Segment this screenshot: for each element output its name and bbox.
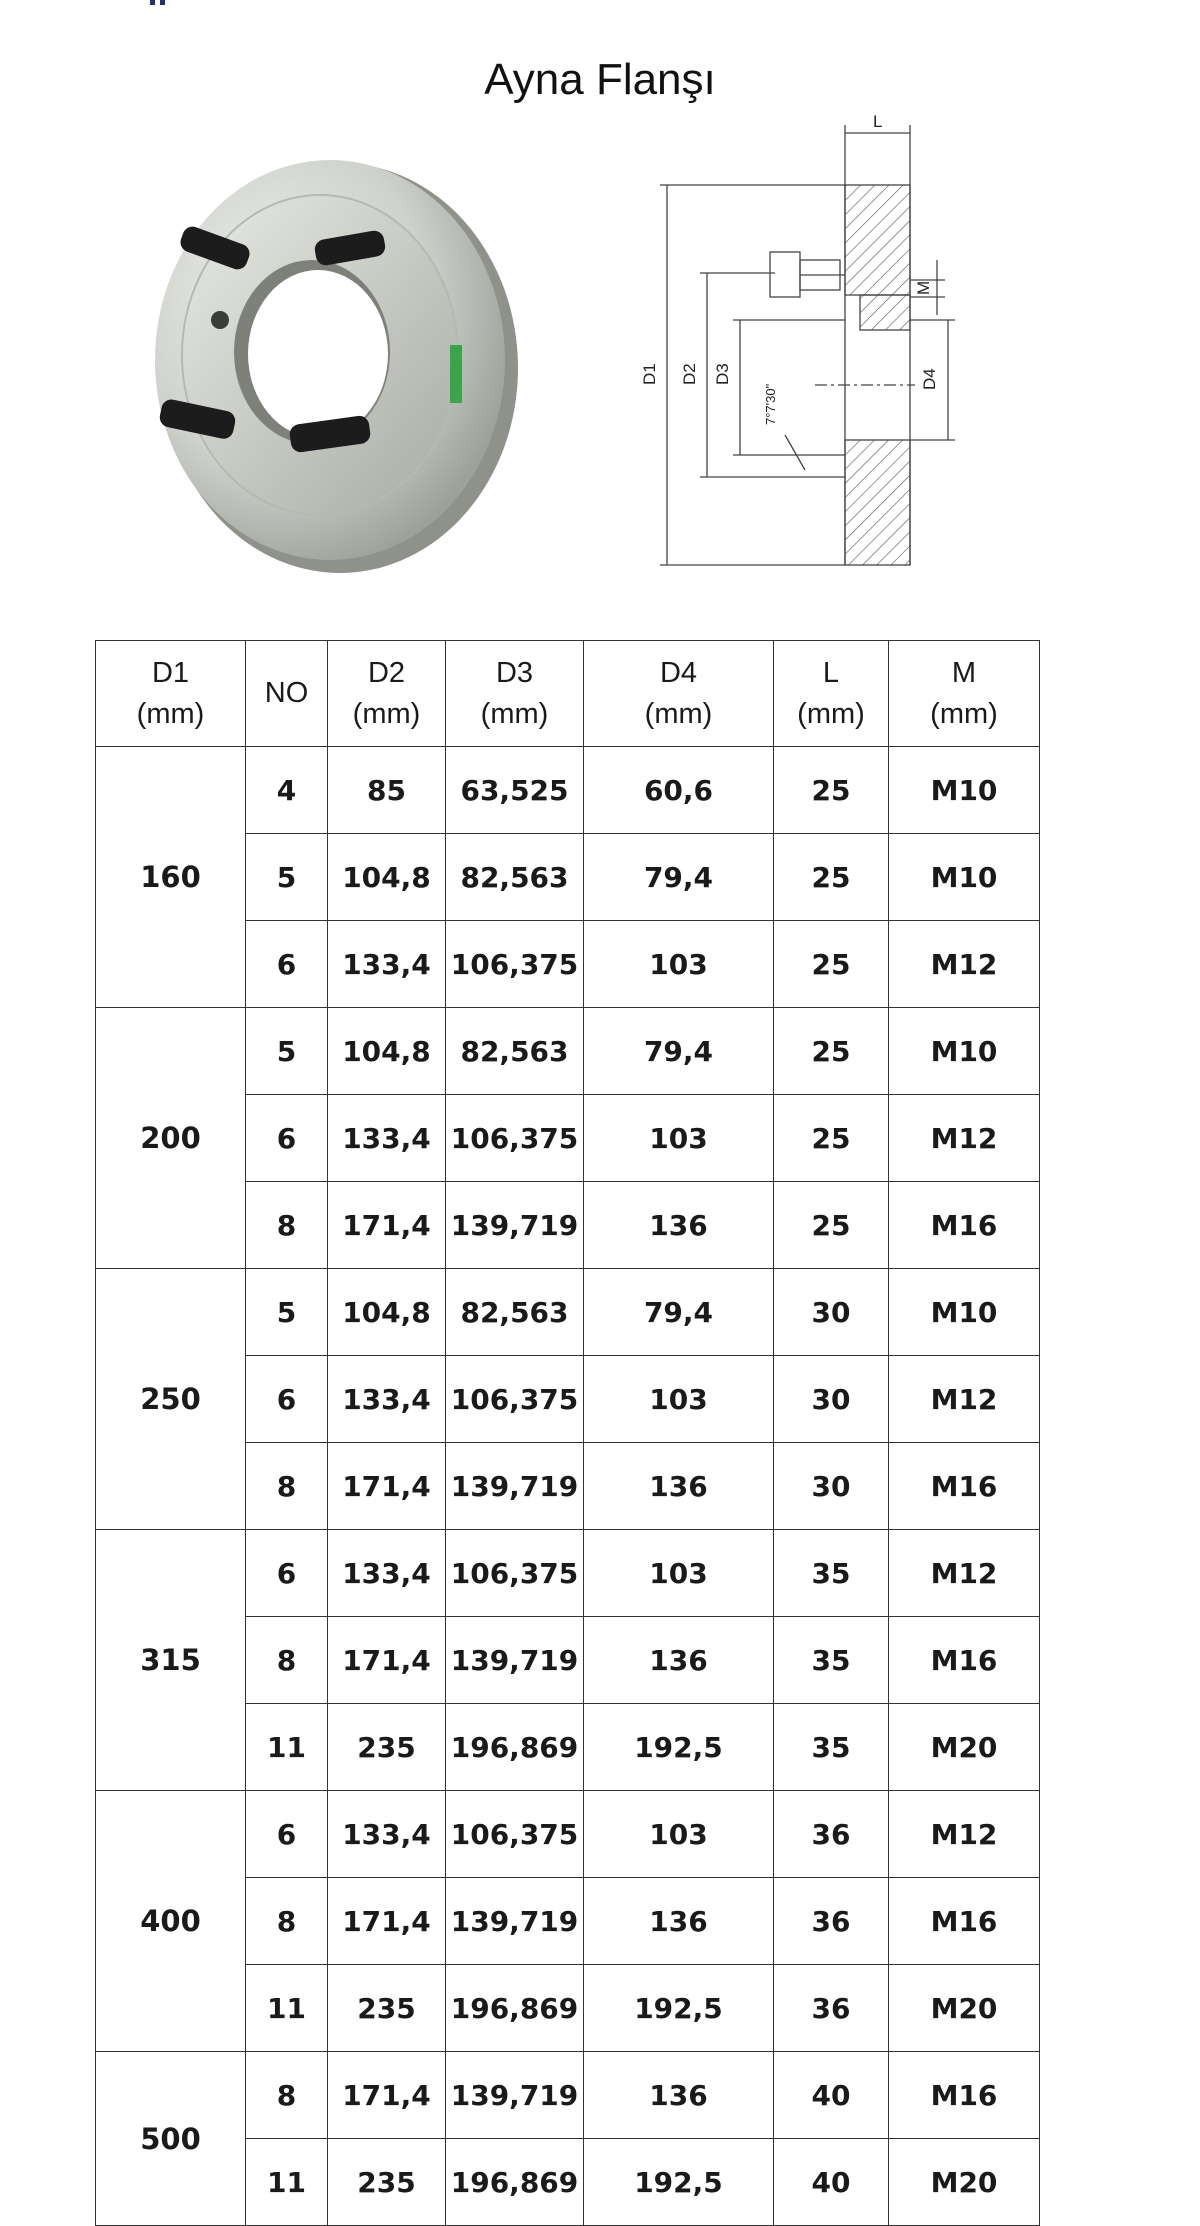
cell-d4: 136 (584, 1878, 774, 1965)
dim-label-angle: 7°7'30" (763, 383, 778, 425)
cell-d3: 82,563 (446, 1008, 584, 1095)
cell-d1: 400 (96, 1791, 246, 2052)
cell-d4: 103 (584, 1791, 774, 1878)
cell-d4: 192,5 (584, 1704, 774, 1791)
cell-d2: 171,4 (328, 1878, 446, 1965)
cell-l: 25 (774, 747, 889, 834)
cell-d4: 103 (584, 1530, 774, 1617)
table-row (96, 1791, 1040, 1878)
cell-m: M10 (889, 747, 1040, 834)
chuck-flange-photo (140, 140, 540, 580)
cell-no: 11 (246, 1704, 328, 1791)
technical-drawing (615, 105, 939, 575)
cell-d2: 133,4 (328, 1095, 446, 1182)
cell-d4: 103 (584, 1356, 774, 1443)
cell-d3: 82,563 (446, 834, 584, 921)
cell-d2: 133,4 (328, 1791, 446, 1878)
cell-m: M12 (889, 921, 1040, 1008)
cell-no: 5 (246, 1008, 328, 1095)
cell-d2: 235 (328, 1965, 446, 2052)
cell-d1: 250 (96, 1269, 246, 1530)
cell-no: 6 (246, 1356, 328, 1443)
cell-d2: 171,4 (328, 1182, 446, 1269)
cell-d4: 79,4 (584, 834, 774, 921)
cell-m: M16 (889, 1182, 1040, 1269)
table-row (96, 1530, 1040, 1617)
cell-d4: 192,5 (584, 2139, 774, 2226)
cell-m: M12 (889, 1791, 1040, 1878)
col-header-l: L (mm) (774, 641, 889, 747)
col-header-d1: D1 (mm) (96, 641, 246, 747)
cell-d4: 192,5 (584, 1965, 774, 2052)
cell-m: M20 (889, 2139, 1040, 2226)
cell-no: 8 (246, 1182, 328, 1269)
cell-m: M20 (889, 1965, 1040, 2052)
cell-d4: 136 (584, 1182, 774, 1269)
cell-m: M10 (889, 834, 1040, 921)
dim-label-D2: D2 (680, 363, 699, 385)
table-row (96, 1008, 1040, 1095)
cell-no: 6 (246, 1095, 328, 1182)
cell-d4: 136 (584, 1443, 774, 1530)
cell-d2: 133,4 (328, 1530, 446, 1617)
page-title: Ayna Flanşı (484, 55, 716, 104)
cell-d3: 106,375 (446, 1791, 584, 1878)
table-row (96, 1269, 1040, 1356)
table-body (96, 747, 1040, 2226)
table-header-row (96, 641, 1040, 747)
cell-d2: 171,4 (328, 2052, 446, 2139)
cell-l: 25 (774, 834, 889, 921)
cell-d1: 500 (96, 2052, 246, 2226)
cell-d3: 139,719 (446, 1182, 584, 1269)
logo-fragment (130, 0, 190, 6)
cell-d4: 136 (584, 2052, 774, 2139)
cell-no: 6 (246, 921, 328, 1008)
cell-no: 8 (246, 2052, 328, 2139)
cell-m: M12 (889, 1530, 1040, 1617)
cell-m: M16 (889, 1617, 1040, 1704)
cell-m: M20 (889, 1704, 1040, 1791)
cell-d2: 171,4 (328, 1443, 446, 1530)
cell-d2: 85 (328, 747, 446, 834)
cell-d3: 106,375 (446, 921, 584, 1008)
col-header-d2: D2 (mm) (328, 641, 446, 747)
cell-d3: 196,869 (446, 1965, 584, 2052)
cell-d3: 63,525 (446, 747, 584, 834)
cell-l: 25 (774, 1095, 889, 1182)
cell-no: 11 (246, 2139, 328, 2226)
cell-d3: 106,375 (446, 1095, 584, 1182)
cell-no: 4 (246, 747, 328, 834)
cell-d3: 196,869 (446, 1704, 584, 1791)
specification-table (95, 640, 1040, 2226)
cell-d3: 106,375 (446, 1356, 584, 1443)
cell-d2: 171,4 (328, 1617, 446, 1704)
col-header-no: NO (246, 641, 328, 747)
cell-l: 35 (774, 1530, 889, 1617)
cell-no: 8 (246, 1443, 328, 1530)
cell-m: M12 (889, 1356, 1040, 1443)
dim-label-D4: D4 (920, 368, 939, 390)
product-label-sticker (450, 345, 462, 403)
cell-d3: 139,719 (446, 1617, 584, 1704)
col-header-d4: D4 (mm) (584, 641, 774, 747)
table-row (96, 747, 1040, 834)
cell-l: 25 (774, 1182, 889, 1269)
cell-d4: 103 (584, 1095, 774, 1182)
cell-d4: 60,6 (584, 747, 774, 834)
cell-no: 5 (246, 834, 328, 921)
cell-no: 11 (246, 1965, 328, 2052)
cell-m: M12 (889, 1095, 1040, 1182)
cell-d4: 136 (584, 1617, 774, 1704)
cell-l: 30 (774, 1269, 889, 1356)
table-row (96, 2052, 1040, 2139)
dim-label-D1: D1 (640, 363, 659, 385)
cell-d1: 200 (96, 1008, 246, 1269)
cell-d3: 139,719 (446, 1443, 584, 1530)
cell-l: 30 (774, 1443, 889, 1530)
cell-l: 36 (774, 1878, 889, 1965)
cell-m: M16 (889, 1443, 1040, 1530)
cell-d2: 104,8 (328, 1269, 446, 1356)
cell-d2: 235 (328, 2139, 446, 2226)
cell-m: M10 (889, 1269, 1040, 1356)
col-header-m: M (mm) (889, 641, 1040, 747)
dim-label-D3: D3 (713, 363, 732, 385)
cell-l: 25 (774, 921, 889, 1008)
cell-d4: 79,4 (584, 1269, 774, 1356)
cell-no: 8 (246, 1878, 328, 1965)
cell-d1: 160 (96, 747, 246, 1008)
cell-d4: 103 (584, 921, 774, 1008)
cell-m: M16 (889, 2052, 1040, 2139)
dim-label-L: L (873, 112, 883, 131)
cell-d2: 133,4 (328, 1356, 446, 1443)
cell-l: 30 (774, 1356, 889, 1443)
cell-l: 36 (774, 1791, 889, 1878)
cell-d4: 79,4 (584, 1008, 774, 1095)
cell-l: 40 (774, 2052, 889, 2139)
cell-d2: 133,4 (328, 921, 446, 1008)
cell-d1: 315 (96, 1530, 246, 1791)
cell-no: 6 (246, 1530, 328, 1617)
cell-d3: 196,869 (446, 2139, 584, 2226)
dim-label-M: M (914, 280, 933, 295)
cell-l: 40 (774, 2139, 889, 2226)
cell-l: 25 (774, 1008, 889, 1095)
cell-m: M16 (889, 1878, 1040, 1965)
col-header-d3: D3 (mm) (446, 641, 584, 747)
cell-d3: 139,719 (446, 2052, 584, 2139)
cell-d3: 139,719 (446, 1878, 584, 1965)
cell-no: 8 (246, 1617, 328, 1704)
cell-d2: 235 (328, 1704, 446, 1791)
cell-no: 6 (246, 1791, 328, 1878)
cell-l: 36 (774, 1965, 889, 2052)
cell-d2: 104,8 (328, 1008, 446, 1095)
cell-no: 5 (246, 1269, 328, 1356)
cell-d2: 104,8 (328, 834, 446, 921)
cell-m: M10 (889, 1008, 1040, 1095)
cell-d3: 82,563 (446, 1269, 584, 1356)
cell-l: 35 (774, 1617, 889, 1704)
cell-l: 35 (774, 1704, 889, 1791)
cell-d3: 106,375 (446, 1530, 584, 1617)
